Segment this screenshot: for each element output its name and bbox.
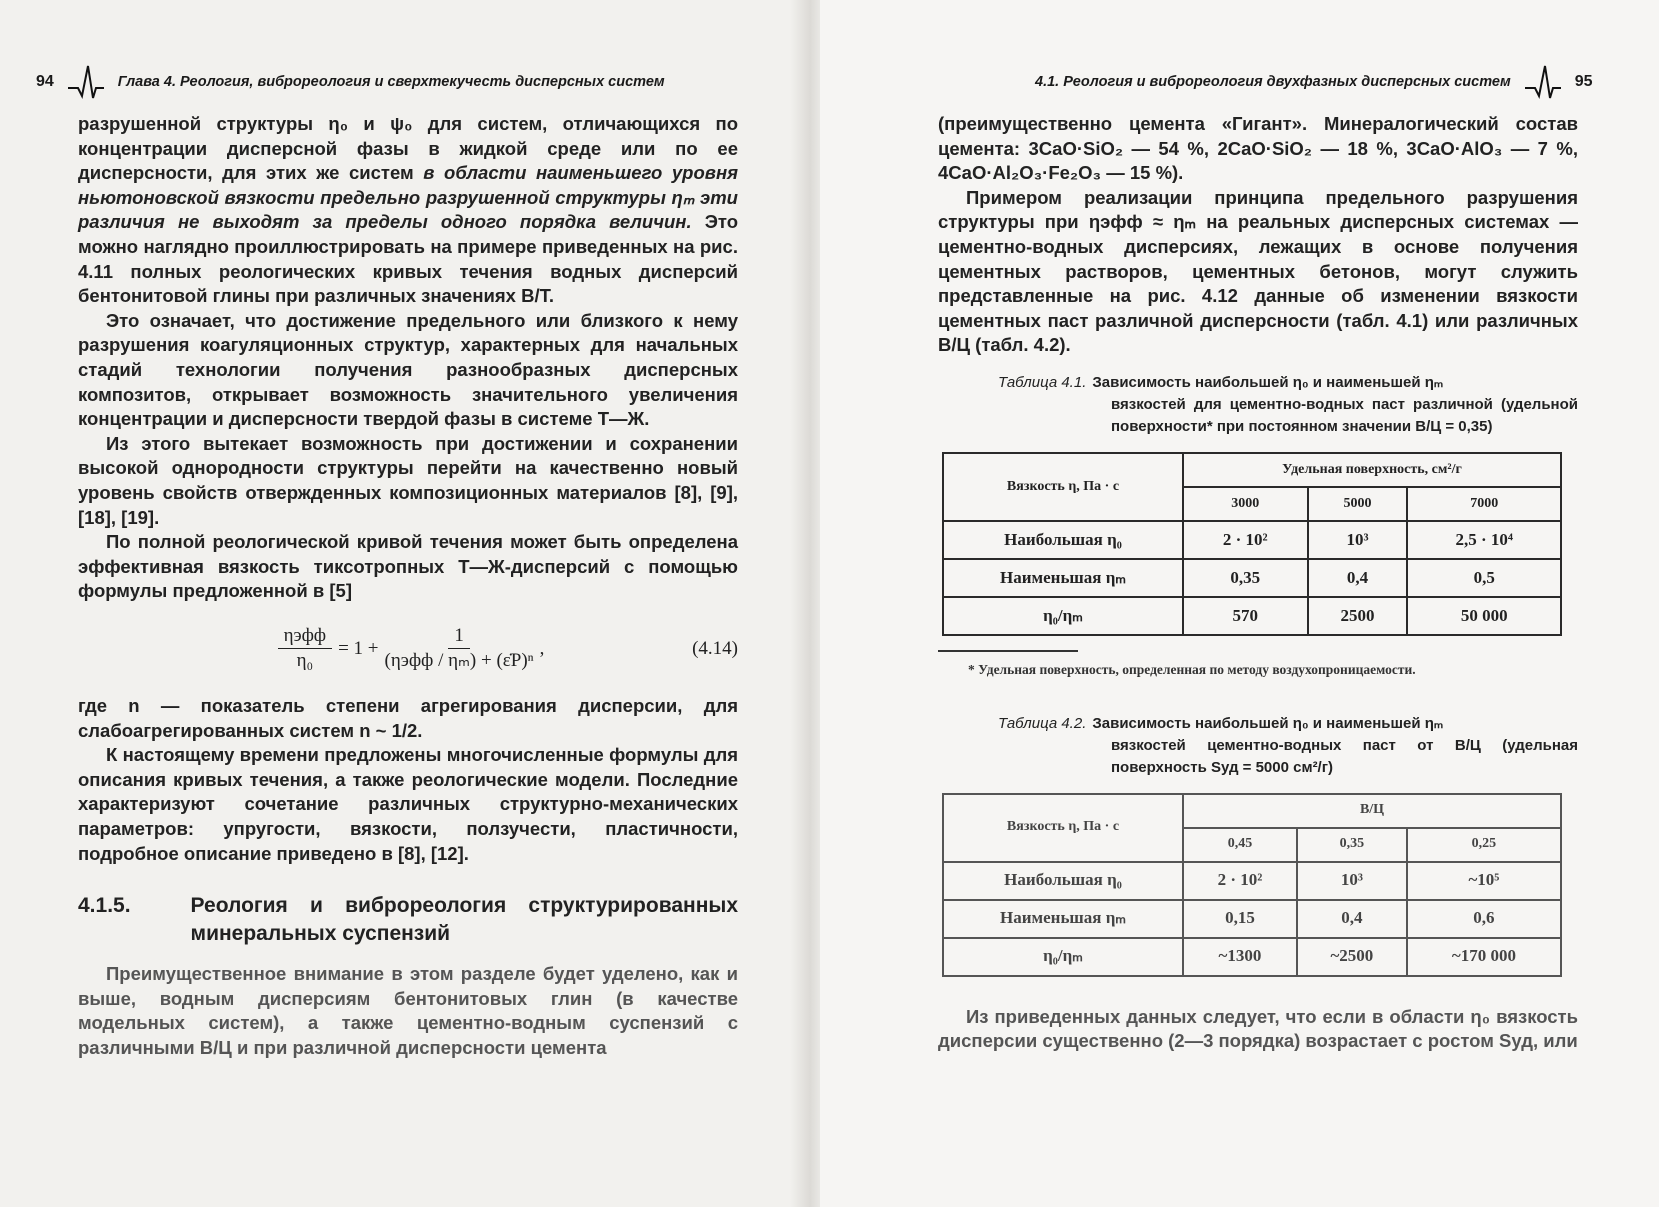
table-row [943, 597, 1561, 635]
table-label: Таблица 4.2. [998, 714, 1087, 732]
column-header: 5000 [1308, 487, 1408, 521]
cell: 0,15 [1183, 900, 1297, 938]
table-row [943, 862, 1561, 900]
paragraph: По полной реологической кривой течения может быть определена эффективная вязкость тиксотропных Т—Ж-дисперсий с помощью формулы предложенной в [5] [78, 531, 738, 602]
footnote-rule [938, 650, 1078, 652]
cell: 570 [1183, 597, 1308, 635]
row-label: Наибольшая η₀ [943, 862, 1183, 900]
section-number: 4.1.5. [78, 894, 131, 918]
cell: 50 000 [1407, 597, 1561, 635]
column-header: 0,35 [1297, 828, 1407, 862]
left-running-header [36, 62, 665, 102]
cell: 0,4 [1297, 900, 1407, 938]
formula-rhs-numerator: 1 [448, 624, 470, 650]
table2 [942, 793, 1562, 977]
caption-text: вязкостей цементно-водных паст от В/Ц (удельная поверхность Sуд = 5000 см²/г) [1111, 736, 1578, 776]
formula-lhs-denominator: η₀ [296, 650, 314, 672]
table2-caption [998, 713, 1578, 779]
cell: ~170 000 [1407, 938, 1561, 976]
table-row [943, 900, 1561, 938]
formula-tail: , [539, 637, 545, 659]
row-label: η₀/ηₘ [943, 938, 1183, 976]
row-label: Наибольшая η₀ [943, 521, 1183, 559]
formula-lhs-numerator: ηэфф [278, 624, 333, 650]
caption-text: Зависимость наибольшей η₀ и наименьшей ηₘ [1092, 714, 1444, 732]
formula-middle: = 1 + [338, 637, 379, 659]
column-header: 3000 [1183, 487, 1308, 521]
row-header: Вязкость η, Па · с [943, 453, 1183, 521]
column-header: 0,25 [1407, 828, 1561, 862]
row-label: Наименьшая ηₘ [943, 559, 1183, 597]
column-header: 7000 [1407, 487, 1561, 521]
paragraph: К настоящему времени предложены многочисленные формулы для описания кривых течения, а также реологические модели. Последние характеризуют сочетание различных структурно-механических параметров: упругости, вязкости, ползучести, пластичности, подробное описание приведено в [8], [12]. [78, 744, 738, 864]
formula-4-14 [78, 624, 738, 674]
table1 [942, 452, 1562, 636]
footnote: * Удельная поверхность, определенная по методу воздухопроницаемости. [968, 661, 1416, 677]
table1-caption [998, 372, 1578, 438]
cell: 2 · 10² [1183, 521, 1308, 559]
cell: ~2500 [1297, 938, 1407, 976]
cell: 2,5 · 10⁴ [1407, 521, 1561, 559]
page-number: 95 [1574, 73, 1593, 90]
running-head: Глава 4. Реология, виброреология и сверхтекучесть дисперсных систем [117, 74, 665, 90]
paragraph: Из приведенных данных следует, что если в области η₀ вязкость дисперсии существенно (2—3 порядка) возрастает с ростом Sуд, или [938, 1005, 1578, 1052]
cell: 0,35 [1183, 559, 1308, 597]
caption-text: вязкостей для цементно-водных паст различной (удельной поверхности* при постоянном значении В/Ц = 0,35) [1111, 395, 1578, 435]
italic-text: в области наименьшего уровня ньютоновской вязкости предельно разрушенной структуры ηₘ эти различия не выходят за пределы одного порядка величин. [78, 162, 739, 233]
cell: 0,4 [1308, 559, 1408, 597]
running-head: 4.1. Реология и виброреология двухфазных дисперсных систем [1035, 74, 1511, 90]
table-row [943, 559, 1561, 597]
table-row [943, 938, 1561, 976]
table-label: Таблица 4.1. [998, 373, 1087, 391]
formula-number: (4.14) [692, 637, 738, 659]
formula-rhs-denominator: (ηэфф / ηₘ) + (ε̇P)ⁿ [384, 650, 534, 672]
paragraph: (преимущественно цемента «Гигант». Минералогический состав цемента: 3CaO·SiO₂ — 54 %, 2CaO·SiO₂ — 18 %, 3CaO·AlO₃ — 7 %, 4CaO·Al₂O₃·Fe₂O₃ — 15 %). [938, 113, 1578, 184]
cell: 2 · 10² [1183, 862, 1297, 900]
paragraph [78, 112, 738, 309]
table-row [943, 521, 1561, 559]
caption-text: Зависимость наибольшей η₀ и наименьшей ηₘ [1092, 373, 1444, 391]
right-running-header [1035, 62, 1593, 102]
cell: 0,6 [1407, 900, 1561, 938]
page-number: 94 [36, 73, 54, 90]
pulse-logo-icon [1525, 62, 1561, 102]
right-page [820, 0, 1659, 1207]
paragraph: где n — показатель степени агрегирования дисперсии, для слабоагрегированных систем n ~ 1/2. [78, 695, 738, 741]
column-header: 0,45 [1183, 828, 1297, 862]
cell: 0,5 [1407, 559, 1561, 597]
cell: ~1300 [1183, 938, 1297, 976]
right-text-column [938, 112, 1578, 1054]
text: Это можно наглядно проиллюстрировать на примере приведенных на рис. 4.11 полных реологических кривых течения водных дисперсий бентонитовой глины при различных значениях В/Т. [78, 211, 738, 307]
paragraph: Это означает, что достижение предельного или близкого к нему разрушения коагуляционных структур, характерных для начальных стадий технологии получения разнообразных дисперсных композитов, открывает возможность значительного увеличения концентрации и дисперсности твердой фазы в системе Т—Ж. [78, 309, 738, 430]
pulse-logo-icon [68, 62, 104, 102]
paragraph: Преимущественное внимание в этом разделе будет уделено, как и выше, водным дисперсиям бентонитовых глин (в качестве модельных систем), а также цементно-водным суспензий с различными В/Ц и при различной дисперсности цемента [78, 963, 738, 1058]
left-text-column [78, 112, 738, 1061]
cell: 10³ [1297, 862, 1407, 900]
row-header: Вязкость η, Па · с [943, 794, 1183, 862]
left-page [0, 0, 800, 1207]
cell: 2500 [1308, 597, 1408, 635]
section-title: Реология и виброреология структурированных минеральных суспензий [190, 894, 738, 946]
cell: 10³ [1308, 521, 1408, 559]
group-header: Удельная поверхность, см²/г [1183, 453, 1561, 487]
row-label: Наименьшая ηₘ [943, 900, 1183, 938]
paragraph: Примером реализации принципа предельного разрушения структуры при ηэфф ≈ ηₘ на реальных дисперсных системах — цементно-водных дисперсиях, лежащих в основе получения цементных растворов, цементных бетонов, могут служить представленные на рис. 4.12 данные об изменении вязкости цементных паст различной дисперсности (табл. 4.1) или различных В/Ц (табл. 4.2). [938, 186, 1578, 356]
paragraph: Из этого вытекает возможность при достижении и сохранении высокой однородности структуры перейти на качественно новый уровень свойств отвержденных композиционных материалов [8], [9], [18], [19]. [78, 432, 738, 528]
text: разрушенной структуры η₀ и ψ₀ для систем, отличающихся по концентрации дисперсной фазы в жидкой среде или по ее дисперсности, для этих же систем [78, 113, 738, 184]
section-heading [78, 892, 738, 948]
row-label: η₀/ηₘ [943, 597, 1183, 635]
group-header: В/Ц [1183, 794, 1561, 828]
cell: ~10⁵ [1407, 862, 1561, 900]
